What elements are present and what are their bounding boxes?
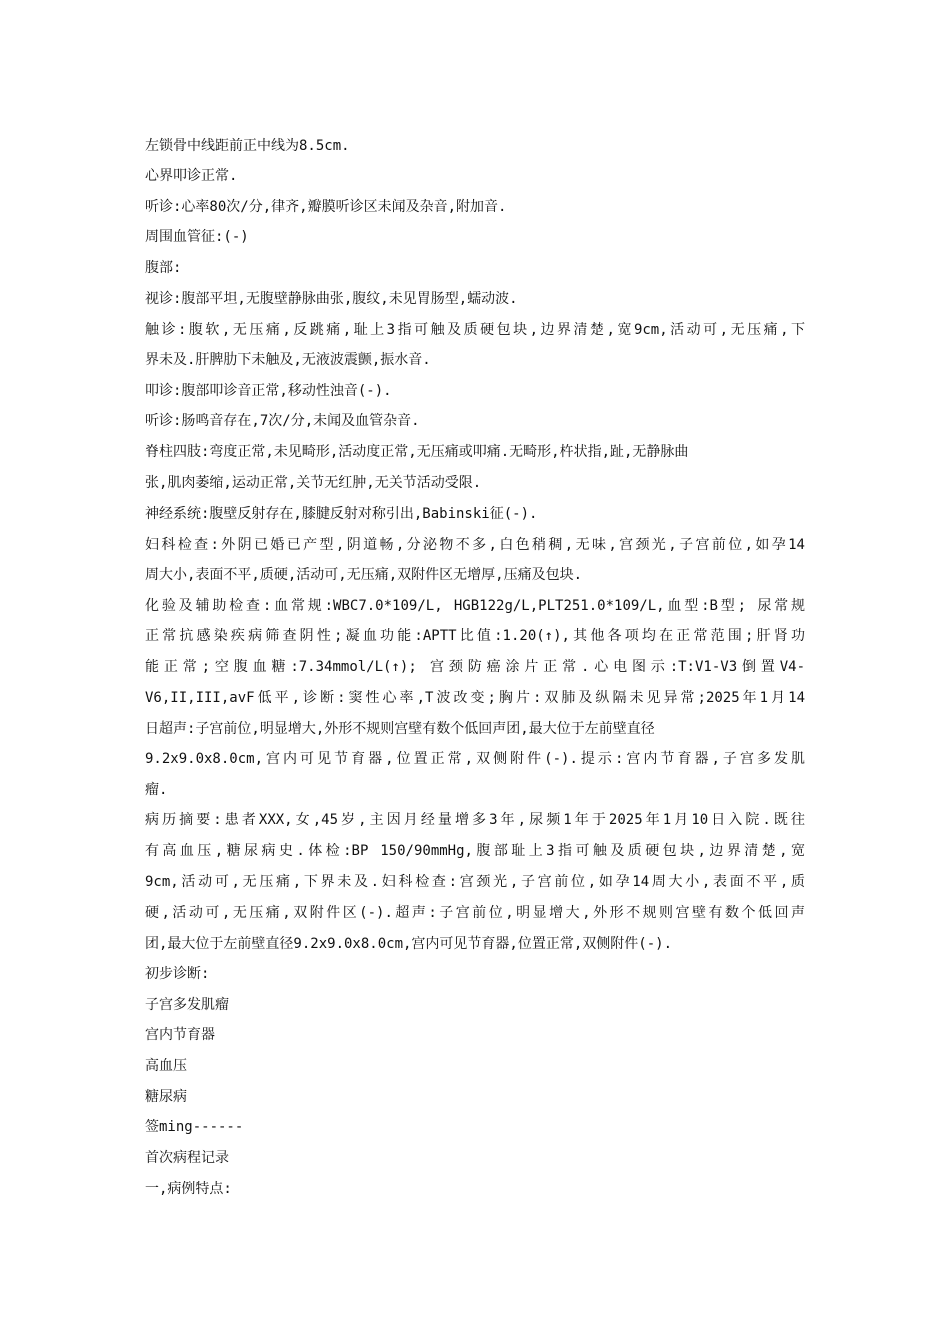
text-line: 9cm,活动可,无压痛,下界未及.妇科检查:宫颈光,子宫前位,如孕14周大小,表面不平,质 xyxy=(145,874,805,890)
text-line: 听诊:肠鸣音存在,7次/分,未闻及血管杂音. xyxy=(145,413,420,429)
text-line: 能正常;空腹血糖:7.34mmol/L(↑); 宫颈防癌涂片正常.心电图示:T:V1-V3倒置V4- xyxy=(145,659,805,675)
diagnosis-item: 高血压 xyxy=(145,1058,187,1074)
text-line: 病历摘要:患者XXX,女,45岁,主因月经量增多3年,尿频1年于2025年1月10日入院.既往 xyxy=(145,812,805,828)
text-line: 9.2x9.0x8.0cm,宫内可见节育器,位置正常,双侧附件(-).提示:宫内节育器,子宫多发肌 xyxy=(145,751,805,767)
text-line: 界未及.肝脾肋下未触及,无液波震颤,振水音. xyxy=(145,352,431,368)
text-line: 硬,活动可,无压痛,双附件区(-).超声:子宫前位,明显增大,外形不规则宫壁有数个低回声 xyxy=(145,905,805,921)
text-line: 叩诊:腹部叩诊音正常,移动性浊音(-). xyxy=(145,383,392,399)
diagnosis-item: 糖尿病 xyxy=(145,1089,187,1105)
text-line: 日超声:子宫前位,明显增大,外形不规则宫壁有数个低回声团,最大位于左前壁直径 xyxy=(145,721,655,737)
text-line: 脊柱四肢:弯度正常,未见畸形,活动度正常,无压痛或叩痛.无畸形,杵状指,趾,无静脉曲 xyxy=(145,444,689,460)
text-line: 妇科检查:外阴已婚已产型,阴道畅,分泌物不多,白色稍稠,无味,宫颈光,子宫前位,如孕14 xyxy=(145,537,805,553)
text-line: 张,肌肉萎缩,运动正常,关节无红肿,无关节活动受限. xyxy=(145,475,482,491)
diagnosis-item: 子宫多发肌瘤 xyxy=(145,997,229,1013)
section-heading: 初步诊断: xyxy=(145,966,210,982)
text-line: 心界叩诊正常. xyxy=(145,168,238,184)
section-heading: 腹部: xyxy=(145,260,182,276)
diagnosis-item: 宫内节育器 xyxy=(145,1027,215,1043)
text-line: 有高血压,糖尿病史.体检:BP 150/90mmHg,腹部耻上3指可触及质硬包块,边界清楚,宽 xyxy=(145,843,805,859)
text-line: 正常抗感染疾病筛查阴性;凝血功能:APTT比值:1.20(↑),其他各项均在正常范围;肝肾功 xyxy=(145,628,805,644)
text-line: 化验及辅助检查:血常规:WBC7.0*109/L, HGB122g/L,PLT251.0*109/L,血型:B型; 尿常规 xyxy=(145,598,805,614)
text-line: 瘤. xyxy=(145,782,168,798)
text-line: V6,II,III,avF低平,诊断:窦性心率,T波改变;胸片:双肺及纵隔未见异常;2025年1月14 xyxy=(145,690,805,706)
text-line: 神经系统:腹壁反射存在,膝腱反射对称引出,Babinski征(-). xyxy=(145,506,538,522)
section-heading: 首次病程记录 xyxy=(145,1150,229,1166)
text-line: 左锁骨中线距前正中线为8.5cm. xyxy=(145,138,350,154)
section-heading: 一,病例特点: xyxy=(145,1181,232,1197)
text-line: 触诊:腹软,无压痛,反跳痛,耻上3指可触及质硬包块,边界清楚,宽9cm,活动可,无压痛,下 xyxy=(145,322,805,338)
text-line: 团,最大位于左前壁直径9.2x9.0x8.0cm,宫内可见节育器,位置正常,双侧附件(-). xyxy=(145,936,673,952)
text-line: 周围血管征:(-) xyxy=(145,229,249,245)
text-line: 视诊:腹部平坦,无腹壁静脉曲张,腹纹,未见胃肠型,蠕动波. xyxy=(145,291,518,307)
text-line: 周大小,表面不平,质硬,活动可,无压痛,双附件区无增厚,压痛及包块. xyxy=(145,567,582,583)
signature-line: 签ming------ xyxy=(145,1119,244,1135)
text-line: 听诊:心率80次/分,律齐,瓣膜听诊区未闻及杂音,附加音. xyxy=(145,199,507,215)
